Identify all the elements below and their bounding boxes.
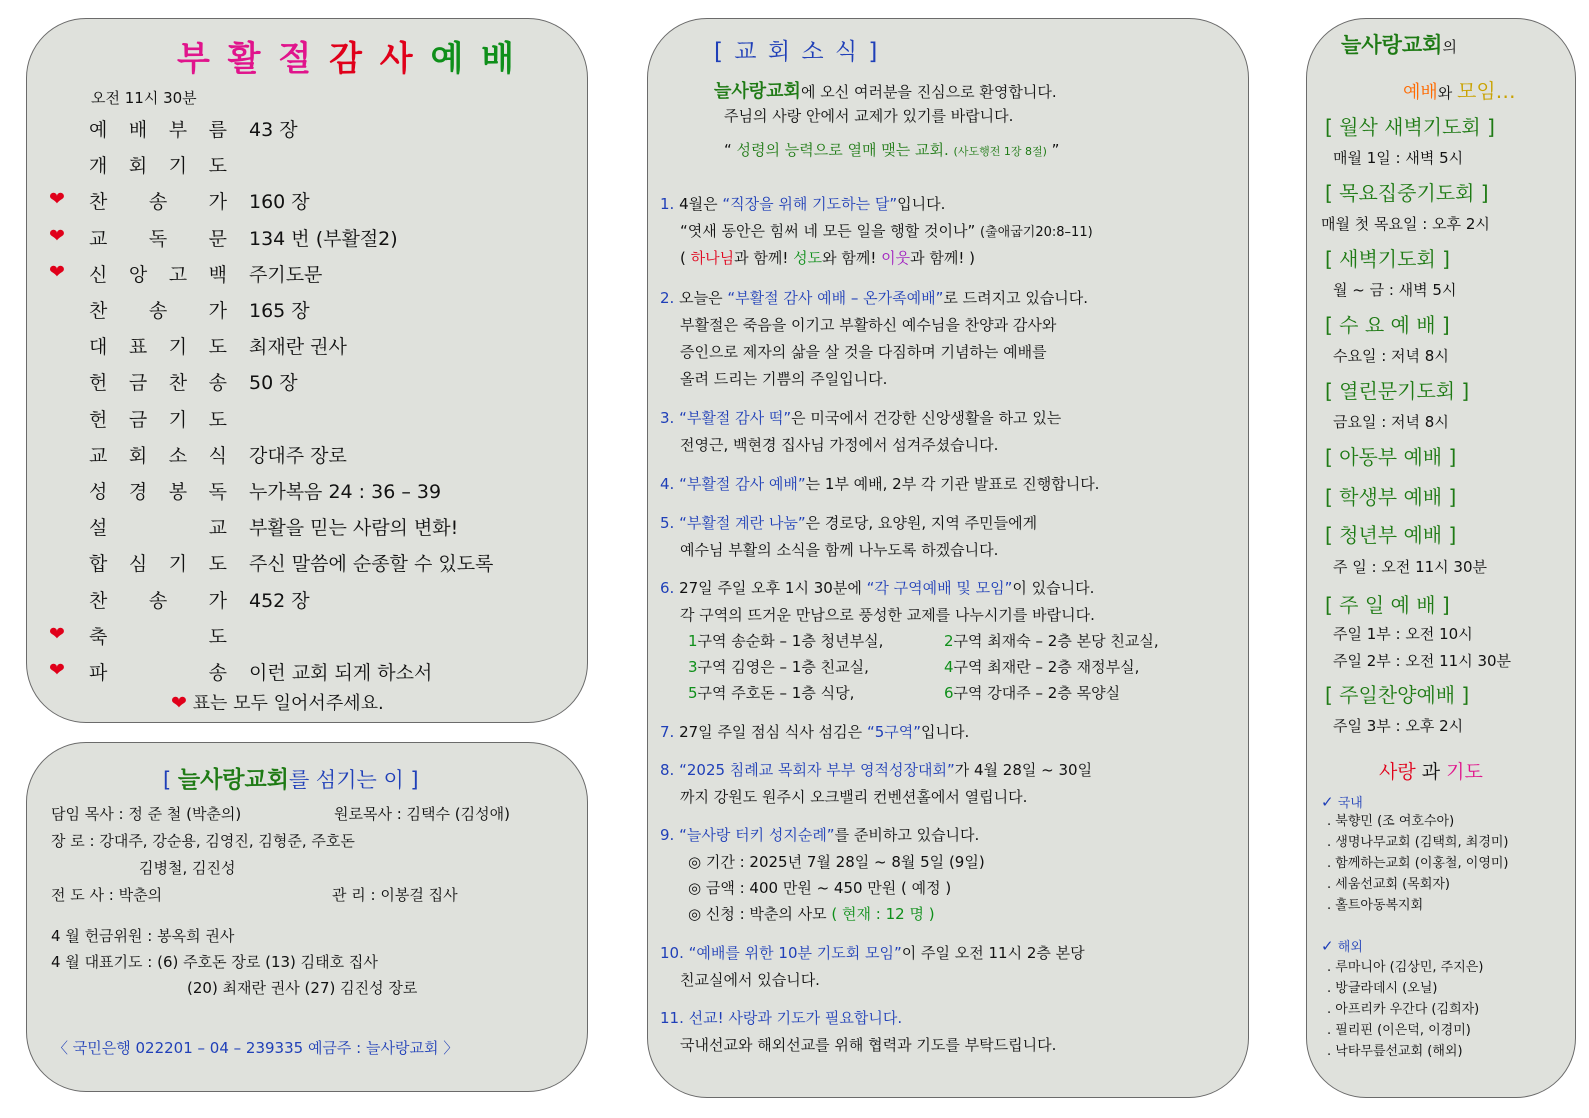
news-item-1-line-2 (680, 220, 1093, 241)
order-label-char: 찬 (89, 191, 108, 214)
worship-title-part-1: 부 활 절 (177, 39, 315, 79)
order-label-char: 심 (128, 553, 148, 576)
worship-footnote (171, 689, 384, 715)
order-label-char: 금 (128, 408, 148, 431)
item-number: 2. (660, 289, 675, 307)
order-label-char: 가 (208, 300, 227, 322)
district-text: 구역 강대주 – 2층 목양실 (953, 684, 1121, 702)
order-label-char: 송 (148, 191, 168, 214)
district-4 (944, 656, 1139, 677)
item-text: ◎ 신청 : 박춘의 사모 (688, 905, 832, 923)
item-text: 과 함께! ) (910, 249, 976, 267)
order-label-char: 축 (89, 625, 108, 648)
trip-signup (688, 903, 935, 924)
district-text: 구역 최재숙 – 2층 본당 친교실, (953, 632, 1159, 650)
staff-manager: 관 리 : 이봉걸 집사 (332, 886, 458, 904)
district-5 (688, 682, 854, 703)
order-label (89, 296, 227, 323)
heart-icon: ❤ (49, 224, 65, 247)
district-2 (944, 630, 1159, 651)
order-label-char: 송 (148, 300, 168, 322)
news-item-2-line-4: 올려 드리는 기쁨의 주일입니다. (680, 370, 888, 388)
district-text: 구역 김영은 – 1층 친교실, (697, 658, 869, 676)
order-label-char: 헌 (89, 408, 108, 431)
overseas-mission-item: . 루마니아 (김상민, 주지은) (1327, 960, 1484, 975)
order-label-char: 소 (168, 444, 188, 467)
item-text: 입니다. (897, 195, 946, 213)
overseas-mission-item: . 아프리카 우간다 (김희자) (1327, 1002, 1480, 1017)
order-label-char: 회 (128, 444, 148, 467)
order-label-char: 헌 (89, 372, 108, 395)
order-value: 이런 교회 되게 하소서 (249, 662, 433, 684)
news-item-2 (660, 287, 1088, 308)
order-label-char: 봉 (168, 481, 188, 503)
order-label-char: 가 (208, 589, 227, 612)
item-text: 입니다. (921, 723, 970, 741)
order-label-char: 기 (168, 336, 188, 359)
overseas-heading (1321, 936, 1363, 955)
item-number: 10. (660, 944, 684, 962)
news-item-3-line-2: 전영근, 백현경 집사님 가정에서 섬겨주셨습니다. (680, 436, 999, 454)
meeting-heading: [ 목요집중기도회 ] (1325, 181, 1489, 205)
order-label-char: 설 (89, 517, 108, 540)
news-item-1-line-3 (680, 247, 975, 268)
meeting-detail: 주일 2부 : 오전 11시 30분 (1333, 652, 1512, 670)
item-text: 를 준비하고 있습니다. (834, 826, 980, 844)
item-number: 3. (660, 409, 675, 427)
order-label (89, 332, 227, 359)
item-ref: (출애굽기20:8–11) (980, 225, 1093, 240)
domestic-heading (1321, 792, 1363, 811)
district-text: 구역 송순화 – 1층 청년부실, (697, 632, 884, 650)
prayer-title-and: 과 (1415, 761, 1447, 783)
item-text: 은 경로당, 요양원, 지역 주민들에게 (805, 514, 1038, 532)
item-highlight: “늘사랑 터키 성지순례” (679, 826, 835, 844)
item-number: 6. (660, 579, 675, 597)
order-label-char: 앙 (128, 263, 148, 286)
item-text: 가 4월 28일 ~ 30일 (954, 761, 1093, 779)
item-text: 오늘은 (679, 289, 728, 307)
item-highlight: “2025 침례교 목회자 부부 영적성장대회” (679, 761, 955, 779)
order-value: 강대주 장로 (249, 444, 347, 467)
overseas-mission-item: . 필리핀 (이은덕, 이경미) (1327, 1023, 1471, 1038)
order-value: 최재란 권사 (249, 336, 347, 359)
subtitle-and: 와 (1437, 84, 1458, 102)
motto-open: “ (724, 141, 737, 159)
district-6 (944, 682, 1120, 703)
order-label-char: 송 (148, 589, 168, 612)
order-label-char: 기 (168, 553, 188, 576)
order-label-char: 름 (208, 119, 227, 141)
item-number: 8. (660, 761, 675, 779)
order-label-char: 찬 (89, 589, 108, 612)
order-label-char: 독 (208, 481, 227, 503)
bank-account: 〈 국민은행 022201 – 04 – 239335 예금주 : 늘사랑교회 〉 (53, 1039, 459, 1057)
meetings-panel (1306, 18, 1576, 1098)
order-value: 주신 말씀에 순종할 수 있도록 (249, 553, 494, 576)
worship-title-part-3: 예 배 (430, 39, 517, 79)
order-label-char: 합 (89, 553, 108, 576)
heart-icon: ❤ (49, 188, 65, 211)
prayer-title (1379, 757, 1483, 784)
order-label-char: 도 (208, 408, 227, 431)
meeting-heading: [ 주 일 예 배 ] (1325, 593, 1450, 617)
order-value: 165 장 (249, 300, 310, 322)
order-label (89, 405, 227, 432)
order-label-char: 송 (208, 662, 227, 684)
staff-title (163, 761, 419, 794)
order-label-char: 표 (128, 336, 148, 359)
district-number: 6 (944, 684, 954, 702)
item-text: 27일 주일 오후 1시 30분에 (679, 579, 867, 597)
order-label (89, 622, 227, 649)
news-item-6 (660, 577, 1094, 598)
order-label-char: 기 (168, 408, 188, 431)
motto-text: 성령의 능력으로 열매 맺는 교회. (736, 141, 949, 159)
news-title: [ 교 회 소 식 ] (714, 39, 880, 65)
domestic-mission-item: . 홀트아동복지회 (1327, 898, 1424, 913)
staff-title-bracket: [ (163, 768, 178, 792)
news-item-11-line-2: 국내선교와 해외선교를 위해 협력과 기도를 부탁드립니다. (680, 1036, 1057, 1054)
order-label-char: 송 (208, 372, 227, 395)
check-icon: ✓ (1321, 937, 1334, 955)
meeting-detail: 월 ~ 금 : 새벽 5시 (1333, 281, 1457, 299)
order-label-char: 개 (89, 155, 108, 178)
order-label-char: 예 (89, 119, 108, 141)
news-item-6-line-2: 각 구역의 뜨거운 만남으로 풍성한 교제를 나누시기를 바랍니다. (680, 606, 1095, 624)
item-number: 4. (660, 475, 675, 493)
staff-panel (26, 742, 588, 1092)
welcome-text: 에 오신 여러분을 진심으로 환영합니다. (800, 83, 1057, 101)
meeting-detail: 금요일 : 저녁 8시 (1333, 413, 1449, 431)
worship-title-part-2: 감 사 (329, 39, 416, 79)
order-label-char: 식 (208, 444, 227, 467)
meeting-detail: 매월 첫 목요일 : 오후 2시 (1321, 215, 1490, 233)
domestic-mission-item: . 함께하는교회 (이홍철, 이영미) (1327, 856, 1509, 871)
motto-close: ” (1046, 141, 1060, 159)
item-text: 와 함께! (822, 249, 882, 267)
order-label-char: 교 (89, 444, 108, 467)
order-label-char: 대 (89, 336, 108, 359)
meetings-subtitle (1403, 75, 1516, 104)
trip-period: ◎ 기간 : 2025년 7월 28일 ~ 8월 5일 (9일) (688, 853, 985, 871)
item-text: 27일 주일 점심 식사 섬김은 (679, 723, 867, 741)
district-text: 구역 주호돈 – 1층 식당, (697, 684, 855, 702)
overseas-mission-item: . 낙타무릎선교회 (해외) (1327, 1044, 1463, 1059)
order-label-char: 부 (168, 119, 188, 141)
district-text: 구역 최재란 – 2층 재정부실, (953, 658, 1140, 676)
news-item-10 (660, 942, 1085, 963)
domestic-mission-item: . 북향민 (조 여호수아) (1327, 814, 1455, 829)
item-highlight: “부활절 감사 예배” (679, 475, 806, 493)
staff-title-church: 늘사랑교회 (177, 767, 289, 793)
news-item-5 (660, 512, 1037, 533)
district-3 (688, 656, 869, 677)
staff-emeritus-pastor: 원로목사 : 김택수 (김성애) (334, 805, 510, 823)
welcome-line-1 (714, 77, 1057, 103)
news-item-8-line-2: 까지 강원도 원주시 오크밸리 컨벤션홀에서 열립니다. (680, 788, 1028, 806)
item-text: 과 함께! (734, 249, 794, 267)
meeting-heading: [ 수 요 예 배 ] (1325, 313, 1450, 337)
news-item-2-line-3: 증인으로 제자의 삶을 살 것을 다짐하며 기념하는 예배를 (680, 343, 1047, 361)
news-item-7 (660, 721, 969, 742)
item-text: 로 드려지고 있습니다. (943, 289, 1089, 307)
order-label-char: 신 (89, 263, 108, 286)
meeting-heading: [ 주일찬양예배 ] (1325, 683, 1470, 707)
order-label-char: 백 (208, 263, 227, 286)
worship-time: 오전 11시 30분 (91, 89, 197, 107)
check-icon: ✓ (1321, 793, 1334, 811)
order-label (89, 368, 227, 395)
staff-prayer-leaders: 4 월 대표기도 : (6) 주호돈 장로 (13) 김태호 집사 (51, 953, 378, 971)
order-label-char: 배 (128, 119, 148, 141)
worship-order-panel (26, 18, 588, 723)
item-number: 7. (660, 723, 675, 741)
overseas-mission-item: . 방글라데시 (오닐) (1327, 981, 1438, 996)
meeting-heading: [ 열린문기도회 ] (1325, 379, 1470, 403)
staff-elders-cont: 김병철, 김진성 (139, 859, 236, 877)
subtitle-meeting: 모임… (1457, 79, 1516, 103)
staff-offering-committee: 4 월 헌금위원 : 봉옥희 권사 (51, 927, 235, 945)
meeting-heading: [ 청년부 예배 ] (1325, 523, 1457, 547)
order-label-char: 가 (208, 191, 227, 214)
meetings-title-rest: 의 (1442, 38, 1457, 56)
item-highlight: “부활절 계란 나눔” (679, 514, 806, 532)
item-highlight: ( 현재 : 12 명 ) (831, 905, 935, 923)
news-item-5-line-2: 예수님 부활의 소식을 함께 나누도록 하겠습니다. (680, 541, 999, 559)
order-label-char: 찬 (168, 372, 188, 395)
order-label-char: 회 (128, 155, 148, 178)
order-value: 452 장 (249, 589, 310, 612)
item-text: “엿새 동안은 힘써 네 모든 일을 행할 것이나” (680, 222, 976, 240)
order-value: 주기도문 (249, 263, 323, 286)
item-number: 11. (660, 1009, 684, 1027)
order-label-char: 도 (208, 625, 227, 648)
item-highlight: “각 구역예배 및 모임” (866, 579, 1013, 597)
order-label (89, 513, 227, 540)
order-label (89, 260, 227, 287)
trip-cost: ◎ 금액 : 400 만원 ~ 450 만원 ( 예정 ) (688, 879, 952, 897)
order-label-char: 기 (168, 155, 188, 178)
domestic-mission-item: . 생명나무교회 (김택희, 최경미) (1327, 835, 1509, 850)
item-highlight: 성도 (793, 249, 823, 267)
order-label (89, 658, 227, 685)
item-highlight: “부활절 감사 떡” (679, 409, 792, 427)
item-text: 은 미국에서 건강한 신앙생활을 하고 있는 (791, 409, 1062, 427)
heart-icon: ❤ (49, 622, 65, 645)
order-value: 부활을 믿는 사람의 변화! (249, 517, 459, 540)
district-number: 4 (944, 658, 954, 676)
item-highlight: 선교! 사랑과 기도가 필요합니다. (688, 1009, 903, 1027)
item-highlight: “예배를 위한 10분 기도회 모임” (688, 944, 902, 962)
order-label (89, 441, 227, 468)
news-item-2-line-2: 부활절은 죽음을 이기고 부활하신 예수님을 찬양과 감사와 (680, 316, 1057, 334)
prayer-title-prayer: 기도 (1446, 761, 1483, 783)
order-label-char: 성 (89, 481, 108, 503)
item-highlight: “직장을 위해 기도하는 달” (722, 195, 898, 213)
order-value: 누가복음 24 : 36 – 39 (249, 481, 442, 503)
order-label-char: 교 (89, 227, 108, 250)
news-item-10-line-2: 친교실에서 있습니다. (680, 971, 820, 989)
domestic-mission-item: . 세움선교회 (목회자) (1327, 877, 1451, 892)
order-label (89, 187, 227, 214)
order-label-char: 독 (148, 227, 168, 250)
meeting-heading: [ 아동부 예배 ] (1325, 445, 1457, 469)
order-label (89, 115, 227, 142)
welcome-line-2: 주님의 사랑 안에서 교제가 있기를 바랍니다. (724, 107, 1014, 125)
district-number: 2 (944, 632, 954, 650)
prayer-title-love: 사랑 (1379, 761, 1416, 783)
order-label-char: 경 (128, 481, 148, 503)
meeting-heading: [ 새벽기도회 ] (1325, 247, 1450, 271)
motto-ref: (사도행전 1장 8절) (953, 145, 1047, 158)
heart-icon: ❤ (171, 692, 187, 714)
meetings-title-church: 늘사랑교회 (1341, 33, 1443, 57)
district-number: 3 (688, 658, 698, 676)
item-highlight: 이웃 (881, 249, 911, 267)
item-highlight: “부활절 감사 예배 – 온가족예배” (727, 289, 944, 307)
order-label (89, 477, 227, 504)
district-number: 1 (688, 632, 698, 650)
district-1 (688, 630, 883, 651)
meeting-heading: [ 월삭 새벽기도회 ] (1325, 115, 1495, 139)
meeting-detail: 수요일 : 저녁 8시 (1333, 347, 1449, 365)
news-item-3 (660, 407, 1061, 428)
item-highlight: “5구역” (866, 723, 922, 741)
order-label-char: 도 (208, 155, 227, 178)
welcome-church-name: 늘사랑교회 (714, 81, 801, 102)
motto (724, 139, 1059, 160)
meeting-detail: 주일 3부 : 오후 2시 (1333, 717, 1464, 735)
meetings-title (1341, 29, 1457, 59)
meeting-detail: 주 일 : 오전 11시 30분 (1333, 558, 1488, 576)
domestic-label: 국내 (1337, 796, 1363, 811)
item-text: 는 1부 예배, 2부 각 기관 발표로 진행합니다. (805, 475, 1100, 493)
heart-icon: ❤ (49, 659, 65, 681)
meeting-detail: 주일 1부 : 오전 10시 (1333, 625, 1473, 643)
item-number: 5. (660, 514, 675, 532)
subtitle-worship: 예배 (1403, 82, 1438, 103)
staff-senior-pastor: 담임 목사 : 정 준 철 (박춘의) (51, 805, 242, 823)
news-item-1 (660, 193, 945, 214)
order-label (89, 549, 227, 576)
news-item-9 (660, 824, 979, 845)
order-label-char: 파 (89, 662, 108, 684)
item-text: 이 있습니다. (1012, 579, 1095, 597)
item-text: 이 주일 오전 11시 2층 본당 (901, 944, 1085, 962)
footnote-text: 표는 모두 일어서주세요. (192, 693, 384, 714)
worship-title (177, 31, 517, 80)
item-text: ( (680, 249, 691, 267)
order-label-char: 금 (128, 372, 148, 395)
order-label-char: 교 (208, 517, 227, 540)
staff-title-rest: 를 섬기는 이 ] (288, 768, 419, 792)
order-label (89, 224, 227, 251)
order-label-char: 도 (208, 553, 227, 576)
item-text: 4월은 (679, 195, 723, 213)
district-number: 5 (688, 684, 698, 702)
heart-icon: ❤ (49, 260, 65, 283)
order-label (89, 586, 227, 613)
church-news-panel (647, 18, 1249, 1098)
news-item-8 (660, 759, 1092, 780)
order-label-char: 문 (208, 227, 227, 250)
staff-prayer-leaders-cont: (20) 최재란 권사 (27) 김진성 장로 (187, 979, 418, 997)
staff-evangelist: 전 도 사 : 박춘의 (51, 886, 163, 904)
order-label-char: 찬 (89, 300, 108, 322)
order-label-char: 도 (208, 336, 227, 359)
item-number: 9. (660, 826, 675, 844)
overseas-label: 해외 (1337, 940, 1363, 955)
order-label-char: 고 (168, 263, 188, 286)
order-label (89, 151, 227, 178)
meeting-heading: [ 학생부 예배 ] (1325, 485, 1457, 509)
news-item-4 (660, 473, 1099, 494)
item-highlight: 하나님 (690, 249, 735, 267)
news-item-11 (660, 1007, 902, 1028)
staff-elders: 장 로 : 강대주, 강순용, 김영진, 김형준, 주호돈 (51, 832, 355, 850)
order-value: 160 장 (249, 191, 310, 214)
order-value: 134 번 (부활절2) (249, 227, 398, 250)
order-value: 50 장 (249, 372, 298, 395)
meeting-detail: 매월 1일 : 새벽 5시 (1333, 149, 1464, 167)
item-number: 1. (660, 195, 675, 213)
order-value: 43 장 (249, 119, 298, 141)
